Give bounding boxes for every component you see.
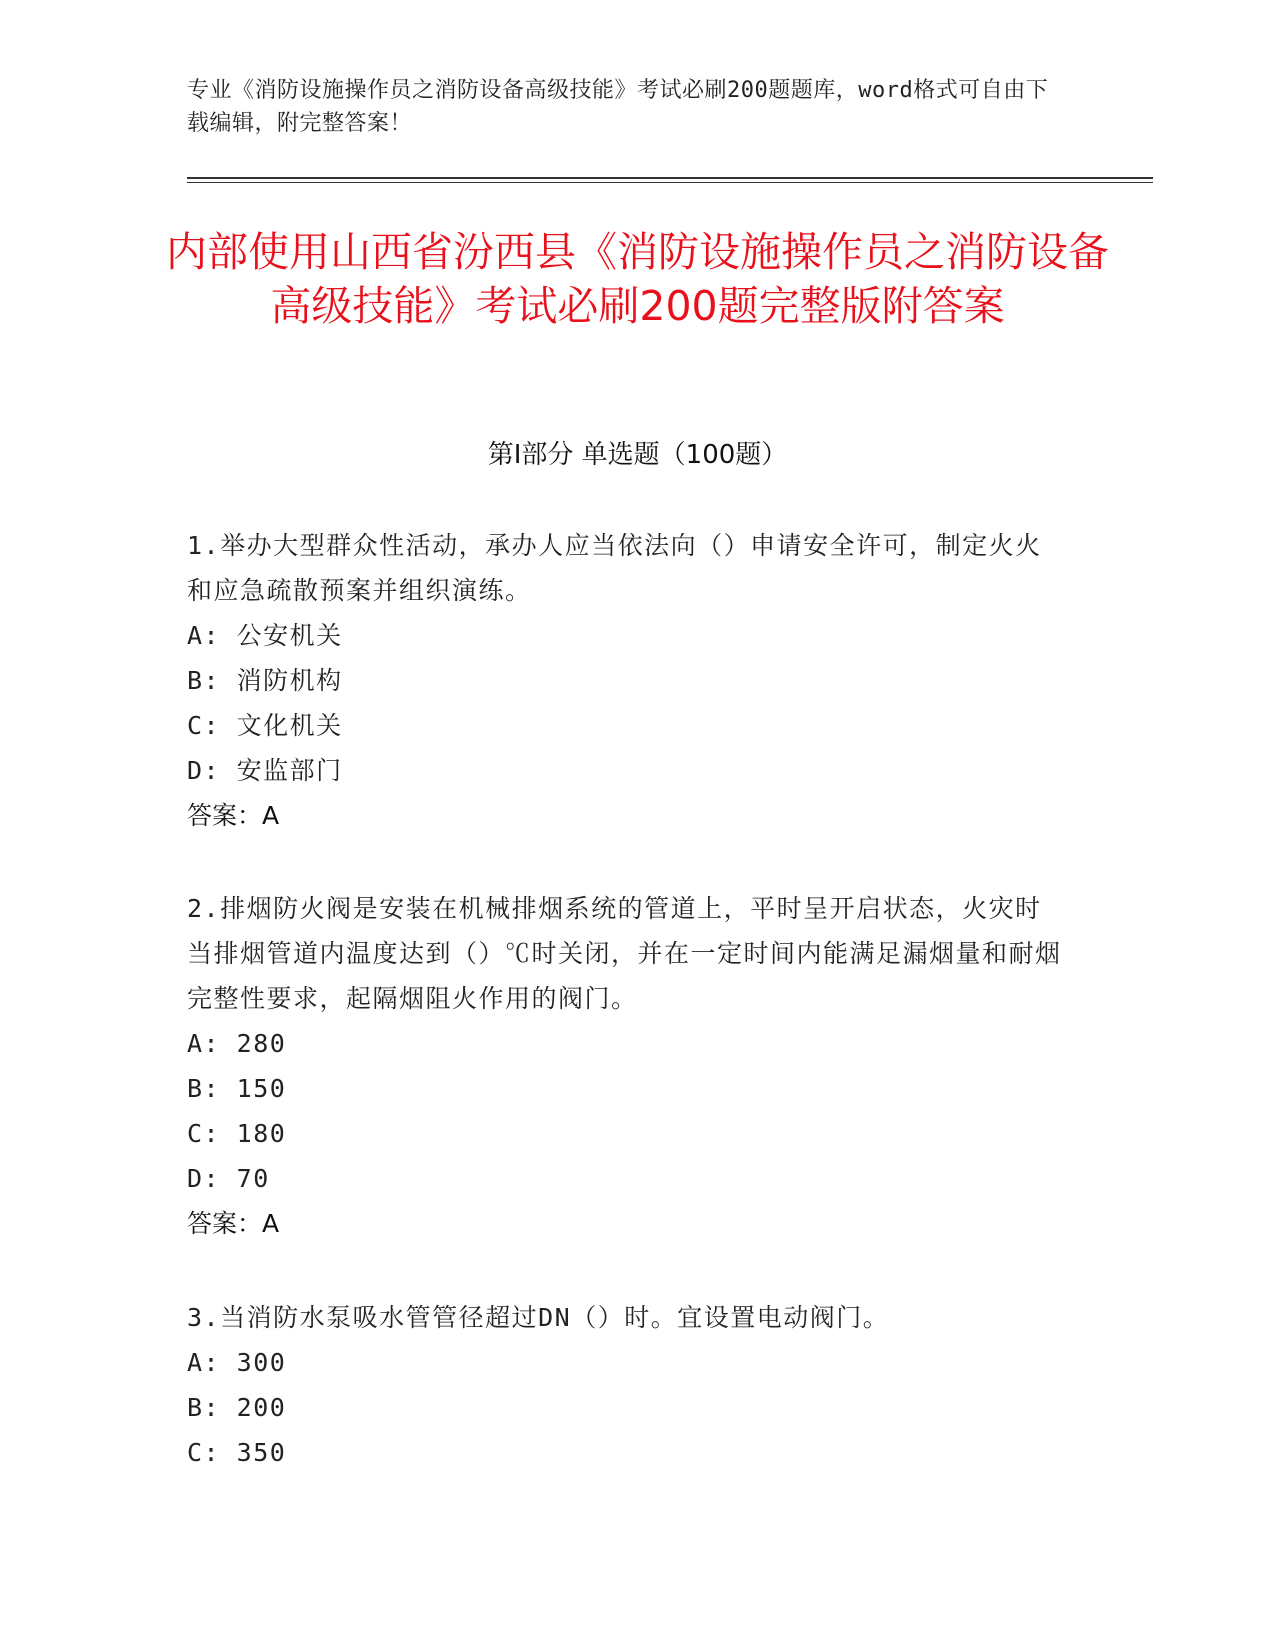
question-2 bbox=[187, 886, 1067, 1246]
section-heading: 第I部分 单选题（100题） bbox=[487, 440, 788, 470]
option-b: B: 消防机构 bbox=[187, 666, 343, 695]
option-c: C: 180 bbox=[187, 1119, 287, 1148]
header-divider-thick bbox=[187, 177, 1153, 179]
question-text: 2.排烟防火阀是安装在机械排烟系统的管道上，平时呈开启状态，火灾时当排烟管道内温度达到（）℃时关闭，并在一定时间内能满足漏烟量和耐烟完整性要求，起隔烟阻火作用的阀门。 bbox=[187, 894, 1062, 1013]
option-a: A: 280 bbox=[187, 1029, 287, 1058]
question-text: 1.举办大型群众性活动，承办人应当依法向（）申请安全许可，制定火火和应急疏散预案并组织演练。 bbox=[187, 531, 1042, 605]
document-title: 内部使用山西省汾西县《消防设施操作员之消防设备高级技能》考试必刷200题完整版附答案 bbox=[166, 228, 1109, 330]
option-a: A: 300 bbox=[187, 1348, 287, 1377]
option-a: A: 公安机关 bbox=[187, 621, 343, 650]
answer: 答案：A bbox=[187, 801, 280, 830]
option-b: B: 200 bbox=[187, 1393, 287, 1422]
header-divider-thin bbox=[187, 182, 1153, 183]
option-c: C: 文化机关 bbox=[187, 711, 343, 740]
header-note: 专业《消防设施操作员之消防设备高级技能》考试必刷200题题库，word格式可自由下载编辑，附完整答案！ bbox=[187, 78, 1049, 136]
option-d: D: 安监部门 bbox=[187, 756, 343, 785]
option-b: B: 150 bbox=[187, 1074, 287, 1103]
question-1 bbox=[187, 523, 1067, 838]
option-d: D: 70 bbox=[187, 1164, 270, 1193]
question-text: 3.当消防水泵吸水管管径超过DN（）时。宜设置电动阀门。 bbox=[187, 1303, 890, 1332]
option-c: C: 350 bbox=[187, 1438, 287, 1467]
answer: 答案：A bbox=[187, 1209, 280, 1238]
question-3 bbox=[187, 1295, 1067, 1475]
